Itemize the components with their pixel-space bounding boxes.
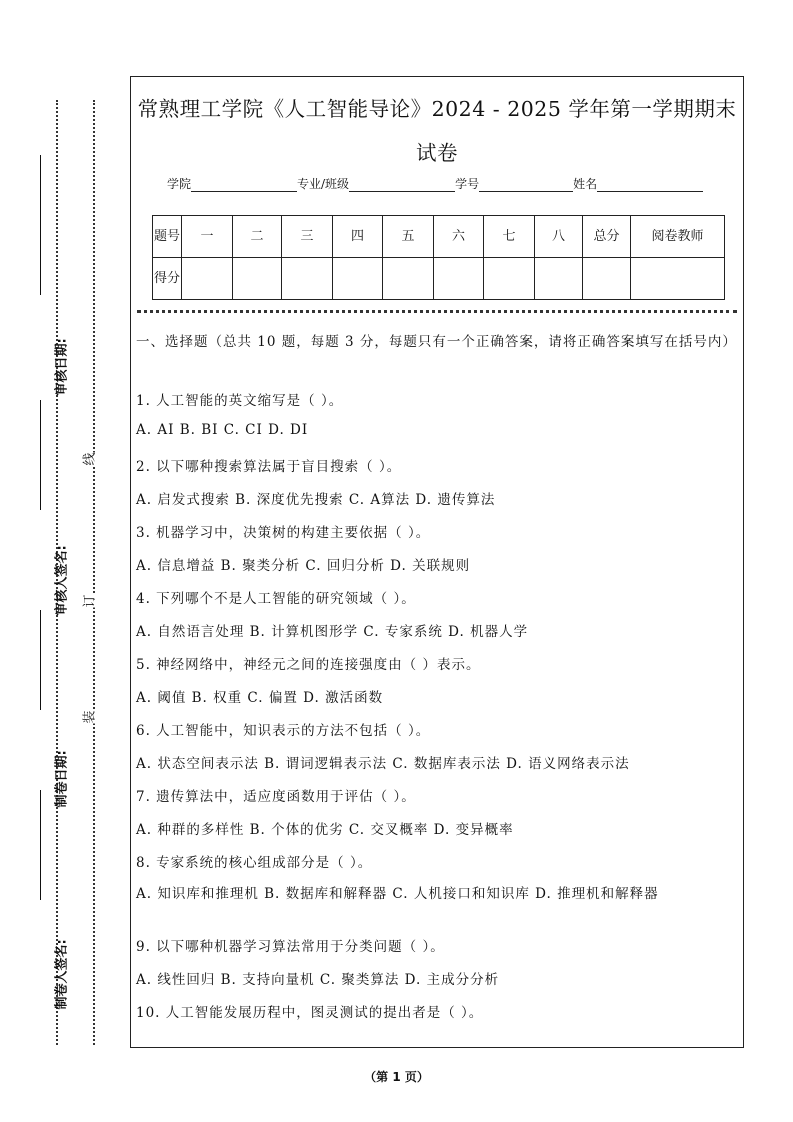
maker-sign-line — [40, 790, 41, 900]
binding-char-bind: 订 — [80, 594, 102, 607]
reviewer-sign-line — [40, 400, 41, 510]
score-table-score-row — [153, 258, 725, 300]
score-cell-3[interactable] — [282, 258, 333, 300]
options-9: A. 线性回归 B. 支持向量机 C. 聚类算法 D. 主成分分析 — [136, 972, 500, 988]
score-cell-5[interactable] — [383, 258, 434, 300]
header-cell-question-no: 题号 — [153, 216, 182, 258]
score-table-header-row — [153, 216, 725, 258]
header-cell-grader: 阅卷教师 — [631, 216, 725, 258]
question-7: 7. 遗传算法中，适应度函数用于评估（ ）。 — [136, 789, 416, 805]
maker-sign-label: 制卷人签名: — [54, 939, 70, 1010]
header-cell-5: 五 — [383, 216, 434, 258]
binding-dotted-line-inner — [93, 100, 95, 1045]
page-number: （第 1 页） — [364, 1070, 429, 1084]
major-field[interactable] — [349, 178, 455, 192]
section-multiple-choice — [136, 331, 738, 1021]
question-6: 6. 人工智能中，知识表示的方法不包括（ ）。 — [136, 723, 431, 739]
options-3: A. 信息增益 B. 聚类分析 C. 回归分析 D. 关联规则 — [136, 558, 471, 574]
header-cell-8: 八 — [535, 216, 583, 258]
name-field[interactable] — [597, 178, 703, 192]
section-title: 一、选择题（总共 10 题，每题 3 分，每题只有一个正确答案，请将正确答案填写在括号内） — [136, 334, 737, 350]
maker-date-line — [40, 610, 41, 710]
header-cell-4: 四 — [333, 216, 383, 258]
major-label: 专业/班级 — [297, 177, 350, 191]
options-8: A. 知识库和推理机 B. 数据库和解释器 C. 人机接口和知识库 D. 推理机和解释器 — [136, 886, 659, 902]
question-9: 9. 以下哪种机器学习算法常用于分类问题（ ）。 — [136, 939, 445, 955]
dotted-separator — [137, 310, 737, 313]
score-row-label: 得分 — [153, 258, 182, 300]
score-cell-2[interactable] — [233, 258, 282, 300]
score-cell-grader[interactable] — [631, 258, 725, 300]
score-table — [152, 215, 725, 300]
student-id-label: 学号 — [455, 177, 480, 191]
header-cell-2: 二 — [233, 216, 282, 258]
score-cell-1[interactable] — [182, 258, 233, 300]
header-cell-1: 一 — [182, 216, 233, 258]
reviewer-date-label: 审核日期: — [54, 338, 70, 396]
score-cell-6[interactable] — [434, 258, 484, 300]
options-6: A. 状态空间表示法 B. 谓词逻辑表示法 C. 数据库表示法 D. 语义网络表示法 — [136, 756, 630, 772]
reviewer-sign-label: 审核人签名: — [54, 545, 70, 616]
header-cell-total: 总分 — [583, 216, 631, 258]
question-10: 10. 人工智能发展历程中，图灵测试的提出者是（ ）。 — [136, 1005, 484, 1021]
question-2: 2. 以下哪种搜索算法属于盲目搜索（ ）。 — [136, 459, 402, 475]
header-cell-6: 六 — [434, 216, 484, 258]
name-label: 姓名 — [573, 177, 598, 191]
binding-char-fold: 装 — [80, 710, 102, 723]
question-8: 8. 专家系统的核心组成部分是（ ）。 — [136, 855, 373, 871]
student-id-field[interactable] — [479, 178, 573, 192]
student-info-row — [167, 175, 703, 192]
score-cell-8[interactable] — [535, 258, 583, 300]
header-cell-3: 三 — [282, 216, 333, 258]
options-2: A. 启发式搜索 B. 深度优先搜索 C. A算法 D. 遗传算法 — [136, 492, 496, 508]
college-field[interactable] — [191, 178, 297, 192]
score-cell-7[interactable] — [484, 258, 535, 300]
options-1: A. AI B. BI C. CI D. DI — [136, 422, 309, 438]
question-1: 1. 人工智能的英文缩写是（ ）。 — [136, 393, 344, 409]
exam-title: 常熟理工学院《人工智能导论》2024 - 2025 学年第一学期期末试卷 — [137, 97, 737, 165]
score-cell-4[interactable] — [333, 258, 383, 300]
options-7: A. 种群的多样性 B. 个体的优劣 C. 交叉概率 D. 变异概率 — [136, 822, 514, 838]
binding-char-line: 线 — [80, 452, 102, 465]
score-cell-total[interactable] — [583, 258, 631, 300]
reviewer-date-line — [40, 155, 41, 295]
college-label: 学院 — [167, 177, 192, 191]
maker-date-label: 制卷日期: — [54, 750, 70, 808]
header-cell-7: 七 — [484, 216, 535, 258]
exam-frame — [130, 76, 744, 1048]
question-4: 4. 下列哪个不是人工智能的研究领域（ ）。 — [136, 591, 416, 607]
question-5: 5. 神经网络中，神经元之间的连接强度由（ ）表示。 — [136, 657, 481, 673]
options-4: A. 自然语言处理 B. 计算机图形学 C. 专家系统 D. 机器人学 — [136, 624, 529, 640]
options-5: A. 阈值 B. 权重 C. 偏置 D. 激活函数 — [136, 690, 384, 706]
question-3: 3. 机器学习中，决策树的构建主要依据（ ）。 — [136, 525, 431, 541]
